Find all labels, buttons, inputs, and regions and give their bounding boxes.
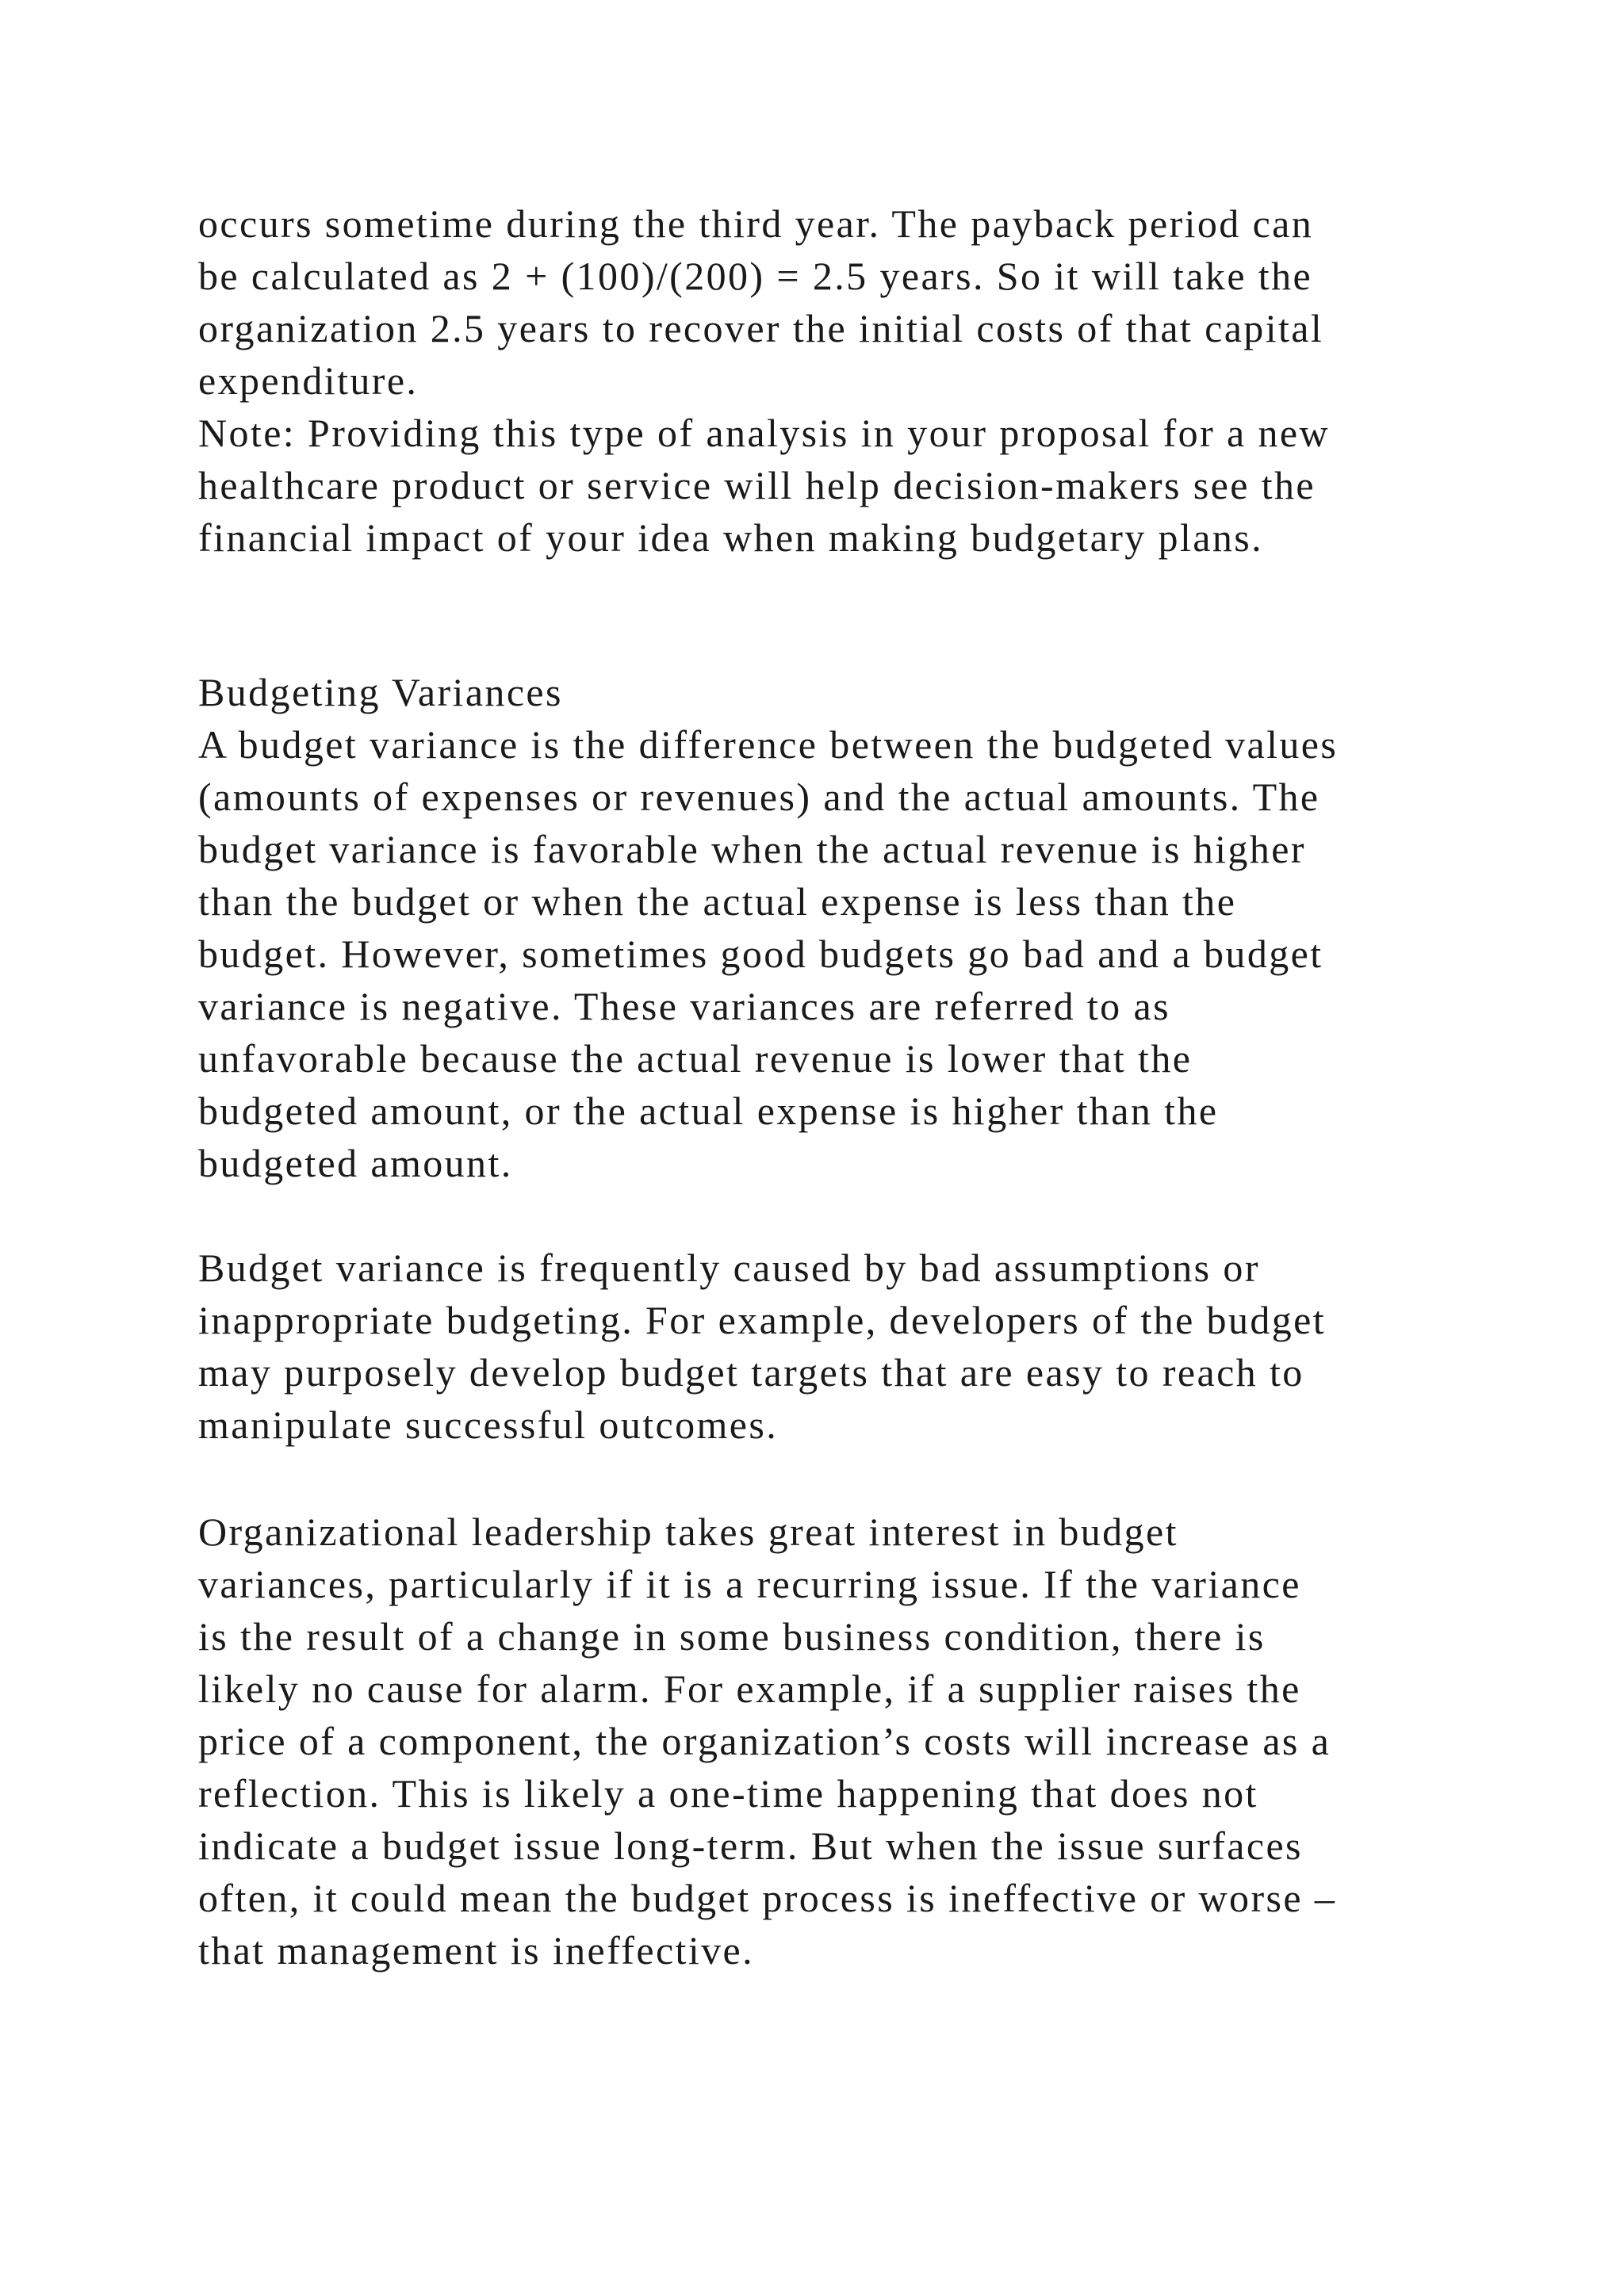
- text-line: price of a component, the organization’s costs will increase as a: [198, 1719, 1331, 1763]
- leadership-paragraph: [198, 1506, 1483, 1976]
- text-line: budget. However, sometimes good budgets go bad and a budget: [198, 932, 1323, 976]
- text-line: often, it could mean the budget process is ineffective or worse –: [198, 1876, 1337, 1920]
- text-line: is the result of a change in some business condition, there is: [198, 1614, 1266, 1659]
- text-line: reflection. This is likely a one-time happening that does not: [198, 1771, 1258, 1816]
- text-line: Organizational leadership takes great interest in budget: [198, 1510, 1178, 1554]
- text-line: variances, particularly if it is a recurring issue. If the variance: [198, 1562, 1301, 1606]
- text-line: A budget variance is the difference between the budgeted values: [198, 722, 1339, 767]
- text-line: manipulate successful outcomes.: [198, 1402, 779, 1447]
- text-line: that management is ineffective.: [198, 1928, 755, 1973]
- text-line: budget variance is favorable when the actual revenue is higher: [198, 827, 1306, 871]
- text-line: budgeted amount.: [198, 1141, 513, 1185]
- text-line: likely no cause for alarm. For example, if a supplier raises the: [198, 1667, 1301, 1711]
- text-line: Budget variance is frequently caused by bad assumptions or: [198, 1246, 1260, 1290]
- note-line: financial impact of your idea when making budgetary plans.: [198, 515, 1263, 560]
- payback-paragraph: [198, 197, 1483, 564]
- text-line: occurs sometime during the third year. The payback period can: [198, 201, 1314, 246]
- text-line: inappropriate budgeting. For example, developers of the budget: [198, 1298, 1327, 1342]
- text-line: may purposely develop budget targets that are easy to reach to: [198, 1350, 1304, 1395]
- text-line: budgeted amount, or the actual expense is higher than the: [198, 1089, 1219, 1133]
- budgeting-variances-section: [198, 666, 1483, 1189]
- text-line: expenditure.: [198, 358, 419, 403]
- variance-cause-paragraph: [198, 1242, 1483, 1451]
- note-line: healthcare product or service will help decision-makers see the: [198, 463, 1316, 507]
- section-heading: Budgeting Variances: [198, 670, 563, 714]
- text-line: organization 2.5 years to recover the initial costs of that capital: [198, 306, 1324, 350]
- text-line: than the budget or when the actual expense is less than the: [198, 879, 1237, 924]
- text-line: indicate a budget issue long-term. But when the issue surfaces: [198, 1823, 1303, 1868]
- note-line: Note: Providing this type of analysis in your proposal for a new: [198, 411, 1331, 455]
- text-line: be calculated as 2 + (100)/(200) = 2.5 years. So it will take the: [198, 254, 1313, 298]
- text-line: variance is negative. These variances are referred to as: [198, 984, 1170, 1028]
- text-line: (amounts of expenses or revenues) and the actual amounts. The: [198, 775, 1320, 819]
- text-line: unfavorable because the actual revenue is lower that the: [198, 1036, 1193, 1081]
